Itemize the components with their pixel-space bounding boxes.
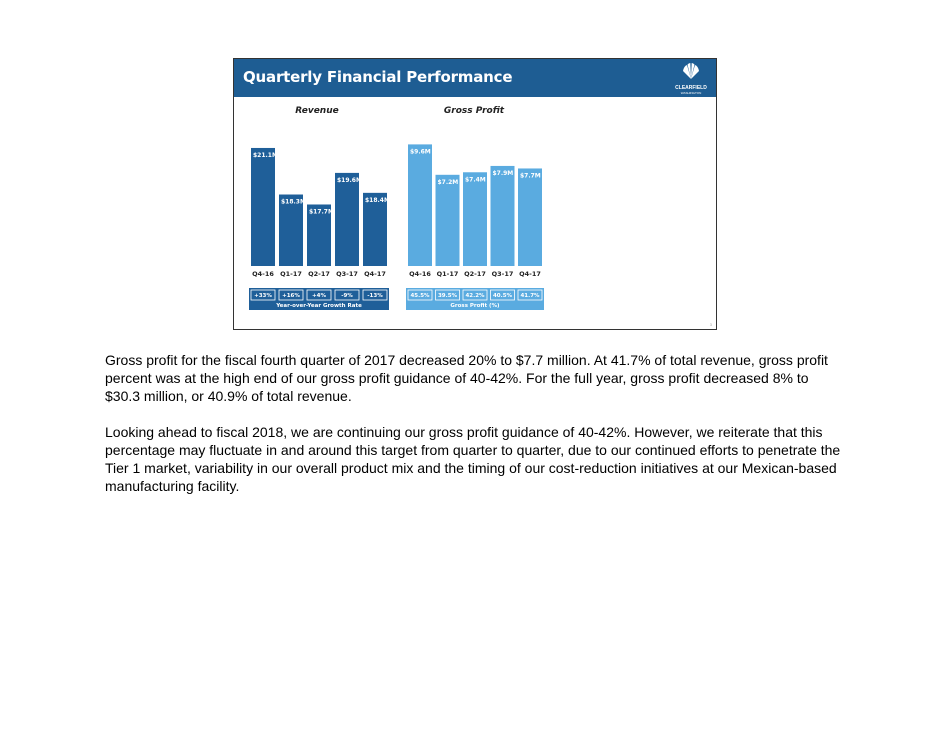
revenue-percent-label: -9% (341, 293, 353, 299)
revenue-data-label: $19.6M (337, 176, 362, 184)
gross-profit-bar (463, 172, 487, 266)
logo-subtext: WASHINGTON (680, 91, 702, 95)
gross-profit-bar (518, 168, 542, 266)
revenue-data-label: $18.4M (365, 196, 390, 204)
revenue-percent-label: +16% (282, 293, 300, 299)
gross-profit-percent-label: 40.5% (492, 293, 513, 299)
slide-header (234, 59, 716, 97)
revenue-percent-label: +4% (312, 293, 326, 299)
gross-profit-strip-caption: Gross Profit (%) (450, 303, 500, 309)
notes-paragraph-1: Gross profit for the fiscal fourth quarter of 2017 decreased 20% to $7.7 million. At 41.7% of total revenue, gross profit percent was at the high end of our gross profit guidance of 40-42%. For the full year, gross profit decreased 8% to $30.3 million, or 40.9% of total revenue. (105, 352, 828, 404)
gross-profit-bar (436, 175, 460, 266)
gross-profit-percent-label: 45.5% (410, 293, 430, 299)
financial-charts (234, 98, 717, 330)
gross-profit-data-label: $9.6M (410, 148, 431, 156)
revenue-data-label: $18.3M (281, 198, 306, 206)
gross-profit-data-label: $7.2M (437, 178, 459, 186)
revenue-strip-caption: Year-over-Year Growth Rate (276, 303, 362, 309)
gross-profit-bar (408, 144, 432, 266)
revenue-tick-label: Q4-16 (252, 270, 274, 278)
gross-profit-data-label: $7.9M (492, 169, 514, 177)
speaker-notes (105, 351, 845, 513)
gross-profit-tick-label: Q3-17 (491, 270, 514, 278)
revenue-tick-label: Q4-17 (364, 270, 386, 278)
gross-profit-percent-label: 42.2% (465, 293, 485, 299)
gross-profit-tick-label: Q2-17 (464, 270, 486, 278)
gross-profit-tick-label: Q4-17 (519, 270, 541, 278)
revenue-chart-title: Revenue (295, 106, 339, 116)
revenue-tick-label: Q2-17 (308, 270, 330, 278)
gross-profit-tick-label: Q4-16 (409, 270, 431, 278)
shell-logo-icon (681, 62, 701, 80)
notes-paragraph-2: Looking ahead to fiscal 2018, we are continuing our gross profit guidance of 40-42%. However, we reiterate that this percentage may fluctuate in and around this target from quarter to quarter, due to our continued efforts to penetrate the Tier 1 market, variability in our overall product mix and the timing of our cost-reduction initiatives at our Mexican-based manufacturing facility. (105, 424, 841, 494)
page-number: 3 (709, 322, 712, 327)
gross-profit-data-label: $7.7M (520, 172, 541, 180)
revenue-tick-label: Q1-17 (280, 270, 302, 278)
slide-title: Quarterly Financial Performance (243, 68, 513, 86)
revenue-data-label: $17.7M (309, 208, 334, 216)
slide (233, 58, 717, 330)
revenue-percent-label: -13% (367, 293, 383, 299)
gross-profit-percent-label: 39.5% (437, 293, 458, 299)
revenue-bar (335, 173, 359, 266)
revenue-data-label: $21.1M (253, 151, 278, 159)
gross-profit-percent-label: 41.7% (520, 293, 540, 299)
revenue-percent-label: +33% (254, 293, 272, 299)
gross-profit-data-label: $7.4M (465, 176, 486, 184)
gross-profit-bar (491, 166, 515, 266)
gross-profit-tick-label: Q1-17 (436, 270, 459, 278)
gross-profit-chart-title: Gross Profit (443, 106, 505, 116)
revenue-bar (251, 148, 275, 266)
company-logo (674, 62, 708, 94)
revenue-tick-label: Q3-17 (336, 270, 358, 278)
logo-text: CLEARFIELD (675, 85, 707, 91)
